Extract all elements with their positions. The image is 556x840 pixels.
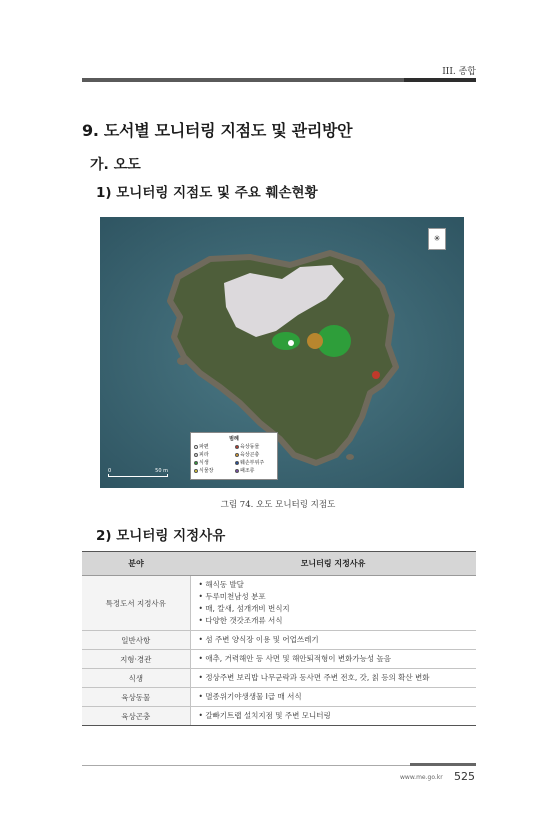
- debris-point: [288, 340, 294, 346]
- reason-item: • 정상주변 보리밥 나무군락과 동사면 주변 전호, 갓, 칡 등의 확산 변화: [199, 672, 477, 684]
- page-number: 525: [454, 770, 475, 783]
- reason-item: • 다양한 갯갓조개류 서식: [199, 615, 477, 627]
- table-cell-field: 일반사항: [82, 631, 190, 650]
- islet: [177, 357, 187, 365]
- table-header-field: 분야: [82, 552, 190, 576]
- legend-label: 패조류: [240, 468, 255, 474]
- legend-item: [235, 451, 274, 458]
- footer-url: www.me.go.kr: [400, 774, 443, 781]
- insect-zone: [307, 333, 323, 349]
- table-cell-field: 식생: [82, 669, 190, 688]
- reason-item: • 두루미천남성 분포: [199, 591, 477, 603]
- item-title-reasons: 2) 모니터링 지정사유: [96, 528, 226, 544]
- legend-item: [194, 459, 233, 466]
- legend-swatch: [194, 461, 198, 465]
- table-row: [82, 650, 476, 669]
- figure-caption: 그림 74. 오도 모니터링 지점도: [220, 500, 336, 510]
- table-cell-reason: [190, 631, 476, 650]
- legend-swatch: [194, 445, 198, 449]
- table-header-reason: 모니터링 지정사유: [190, 552, 476, 576]
- item-title-map: 1) 모니터링 지점도 및 주요 훼손현황: [96, 185, 318, 201]
- table-cell-reason: [190, 669, 476, 688]
- reason-item: • 멸종위기야생생물 Ⅰ급 매 서식: [199, 691, 477, 703]
- table-cell-reason: [190, 707, 476, 726]
- legend-item: [194, 451, 233, 458]
- table-row: [82, 576, 476, 631]
- reason-item: • 애추, 거력해안 등 사면 및 해안퇴적형이 변화가능성 높음: [199, 653, 477, 665]
- reason-item: • 매, 칼새, 섬개개비 번식지: [199, 603, 477, 615]
- legend-label: 파편: [199, 444, 209, 450]
- table-cell-field: 특정도서 지정사유: [82, 576, 190, 631]
- table-cell-field: 육상곤충: [82, 707, 190, 726]
- table-cell-field: 육상동물: [82, 688, 190, 707]
- subsection-title: 가. 오도: [90, 157, 141, 173]
- islet: [346, 454, 354, 460]
- reason-item: • 갈빠기트랩 설치지점 및 주변 모니터링: [199, 710, 477, 722]
- section-title: 9. 도서별 모니터링 지점도 및 관리방안: [82, 121, 353, 140]
- vegetation-zone: [272, 332, 300, 350]
- table-row: [82, 669, 476, 688]
- legend-item: [194, 467, 233, 474]
- legend-label: 훼손부위주: [240, 460, 265, 466]
- table-row: [82, 631, 476, 650]
- north-arrow-icon: ✳: [428, 228, 446, 250]
- legend-swatch: [194, 453, 198, 457]
- legend-label: 식물장: [199, 468, 214, 474]
- table-cell-field: 지형·경관: [82, 650, 190, 669]
- scale-start: 0: [108, 468, 112, 474]
- legend-swatch: [235, 453, 239, 457]
- monitoring-reason-table: [82, 551, 476, 726]
- legend-label: 육상동물: [240, 444, 260, 450]
- legend-item: [235, 459, 274, 466]
- legend-label: 육상곤충: [240, 452, 260, 458]
- legend-item: [235, 467, 274, 474]
- table-cell-reason: [190, 650, 476, 669]
- footer-rule-accent: [410, 763, 476, 766]
- table-row: [82, 707, 476, 726]
- scale-bar: [108, 468, 168, 477]
- header-rule-accent: [404, 78, 476, 82]
- monitoring-map: [100, 217, 464, 488]
- table-cell-reason: [190, 576, 476, 631]
- table-cell-reason: [190, 688, 476, 707]
- legend-item: [235, 443, 274, 450]
- scale-end: 50 m: [155, 468, 168, 474]
- legend-title: 범례: [229, 436, 239, 442]
- legend-swatch: [194, 469, 198, 473]
- legend-grid: [194, 443, 274, 474]
- reason-item: • 해식동 발달: [199, 579, 477, 591]
- table-row: [82, 688, 476, 707]
- scale-line: [108, 474, 168, 477]
- animal-point: [372, 371, 380, 379]
- legend-swatch: [235, 461, 239, 465]
- legend-swatch: [235, 469, 239, 473]
- reason-item: • 섬 주변 양식장 이용 및 어업쓰레기: [199, 634, 477, 646]
- legend-swatch: [235, 445, 239, 449]
- map-legend: [190, 432, 278, 480]
- map-graphic: [100, 217, 464, 488]
- legend-label: 피라: [199, 452, 209, 458]
- legend-label: 식생: [199, 460, 209, 466]
- chapter-label: III. 종합: [442, 67, 476, 77]
- legend-item: [194, 443, 233, 450]
